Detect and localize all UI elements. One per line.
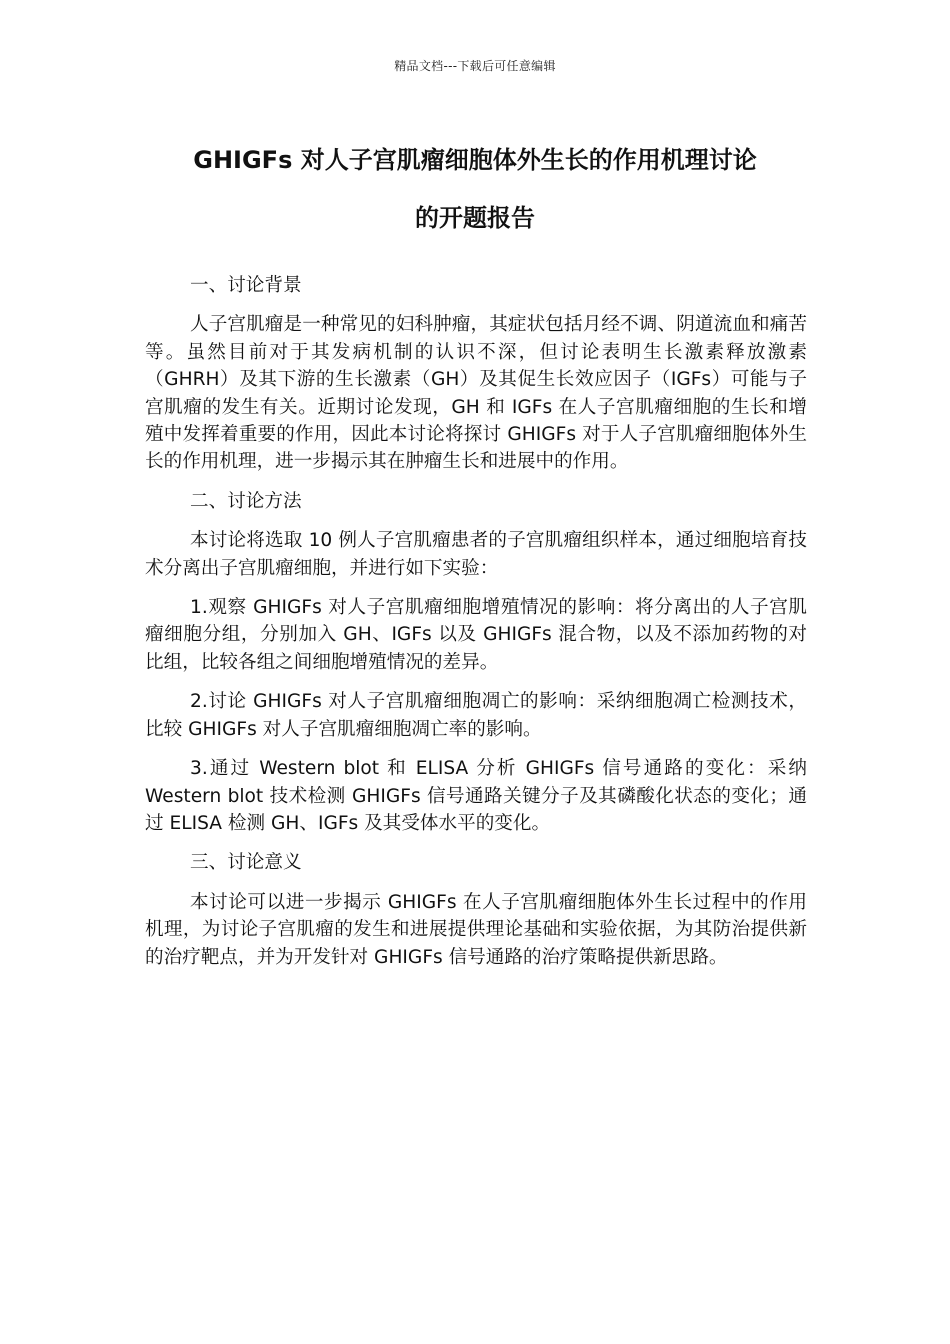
section-significance	[145, 849, 807, 971]
section-background	[145, 272, 807, 476]
paragraph: 2.讨论 GHIGFs 对人子宫肌瘤细胞凋亡的影响：采纳细胞凋亡检测技术，比较 GHIGFs 对人子宫肌瘤细胞凋亡率的影响。	[145, 691, 807, 740]
paragraph: 本讨论可以进一步揭示 GHIGFs 在人子宫肌瘤细胞体外生长过程中的作用机理，为讨论子宫肌瘤的发生和进展提供理论基础和实验依据，为其防治提供新的治疗靶点，并为开发针对 GHIGFs 信号通路的治疗策略提供新思路。	[145, 891, 807, 968]
document-body	[145, 272, 807, 983]
section-heading: 三、讨论意义	[190, 852, 302, 874]
paragraph: 人子宫肌瘤是一种常见的妇科肿瘤，其症状包括月经不调、阴道流血和痛苦等。虽然目前对于其发病机制的认识不深，但讨论表明生长激素释放激素（GHRH）及其下游的生长激素（GH）及其促生长效应因子（IGFs）可能与子宫肌瘤的发生有关。近期讨论发现，GH 和 IGFs 在人子宫肌瘤细胞的生长和增殖中发挥着重要的作用，因此本讨论将探讨 GHIGFs 对于人子宫肌瘤细胞体外生长的作用机理，进一步揭示其在肿瘤生长和进展中的作用。	[145, 314, 807, 473]
section-heading: 二、讨论方法	[190, 490, 302, 512]
document-title-line-2: 的开题报告	[415, 204, 535, 232]
section-heading: 一、讨论背景	[190, 275, 302, 296]
header-note: 精品文档---下载后可任意编辑	[394, 59, 556, 73]
section-methods	[145, 488, 807, 837]
document-title-line-1: GHIGFs 对人子宫肌瘤细胞体外生长的作用机理讨论	[193, 146, 757, 174]
paragraph: 本讨论将选取 10 例人子宫肌瘤患者的子宫肌瘤组织样本，通过细胞培育技术分离出子宫肌瘤细胞，并进行如下实验：	[145, 530, 807, 579]
paragraph: 3.通过 Western blot 和 ELISA 分析 GHIGFs 信号通路的变化：采纳 Western blot 技术检测 GHIGFs 信号通路关键分子及其磷酸化状态的变化；通过 ELISA 检测 GH、IGFs 及其受体水平的变化。	[145, 758, 807, 834]
paragraph: 1.观察 GHIGFs 对人子宫肌瘤细胞增殖情况的影响：将分离出的人子宫肌瘤细胞分组，分别加入 GH、IGFs 以及 GHIGFs 混合物，以及不添加药物的对比组，比较各组之间细胞增殖情况的差异。	[145, 597, 807, 673]
